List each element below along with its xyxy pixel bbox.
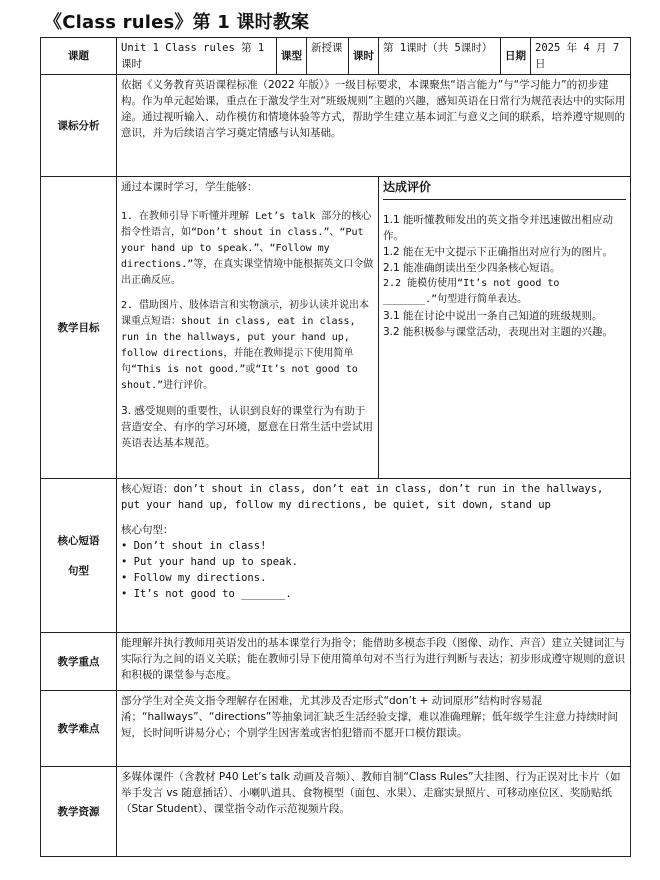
objectives-row [41, 177, 631, 479]
standards-row [41, 75, 631, 177]
key-points-text: 能理解并执行教师用英语发出的基本课堂行为指令；能借助多模态手段（图像、动作、声音）建立关键词汇与实际行为之间的语义关联；能在教师引导下使用简单句对不当行为进行判断与表达；初步形成遵守规则的意识和积极的课堂参与态度。 [117, 633, 631, 691]
type-value: 新授课 [307, 38, 349, 75]
date-label: 日期 [501, 38, 531, 75]
page-title: 《Class rules》第 1 课时教案 [44, 12, 310, 33]
type-label: 课型 [277, 38, 307, 75]
objective-item-2: 2. 借助图片、肢体语言和实物演示，初步认读并说出本课重点短语：shout in class, eat in class, run in the hallways, put your hand up, follow directions，并能在教师提示下使用简单句“This is not good.”或“It’s not good to shout.”进行评价。 [121, 300, 370, 391]
core-label-line1: 核心短语 [57, 534, 100, 547]
evaluation-item: 1.1 能听懂教师发出的英文指令并迅速做出相应动作。 [383, 214, 614, 242]
topic-value: Unit 1 Class rules 第 1课时 [117, 38, 277, 75]
objectives-intro: 通过本课时学习，学生能够： [121, 181, 258, 193]
difficulties-text: 部分学生对全英文指令理解存在困难，尤其涉及否定形式“don’t + 动词原形”结构时容易混淆；“hallways”、“directions”等抽象词汇缺乏生活经验支撑，难以准确理解；低年级学生注意力持续时间短，长时间听讲易分心；个别学生因害羞或害怕犯错而不愿开口模仿跟读。 [117, 691, 631, 767]
topic-label: 课题 [41, 38, 117, 75]
period-label: 课时 [349, 38, 379, 75]
core-sentences-title: 核心句型： [121, 524, 174, 536]
evaluation-title: 达成评价 [383, 177, 626, 200]
resources-label: 教学资源 [41, 767, 117, 857]
core-sentence: • Don’t shout in class! [121, 540, 267, 552]
core-phrases: 核心短语：don’t shout in class, don’t eat in class, don’t run in the hallways, put your hand up, follow my directions, be quiet, sit down, stand up [121, 483, 604, 511]
standards-label: 课标分析 [41, 75, 117, 177]
objective-item-1: 1. 在教师引导下听懂并理解 Let’s talk 部分的核心指令性语言，如“Don’t shout in class.”、“Put your hand up to speak.”、“Follow my directions.”等，在真实课堂情境中能根据英文口令做出正确反应。 [121, 211, 374, 286]
evaluation-list [383, 200, 626, 340]
standards-text: 依据《义务教育英语课程标准（2022 年版）》一级目标要求，本课聚焦“语言能力”与“学习能力”的初步建构。作为单元起始课，重点在于激发学生对“班级规则”主题的兴趣，感知英语在日常行为规范表达中的实际用途。通过视听输入、动作模仿和情境体验等方式，帮助学生建立基本词汇与意义之间的联系，培养遵守规则的意识，并为后续语言学习奠定情感与认知基础。 [117, 75, 631, 177]
core-label [41, 479, 117, 633]
lesson-plan-table [40, 37, 631, 857]
difficulties-row [41, 691, 631, 767]
evaluation-cell [379, 177, 631, 479]
resources-row [41, 767, 631, 857]
core-label-line2: 句型 [68, 564, 89, 577]
resources-text: 多媒体课件（含教材 P40 Let’s talk 动画及音频）、教师自制“Class Rules”大挂图、行为正误对比卡片（如举手发言 vs 随意插话）、小喇叭道具、食物模型（面包、水果）、走廊实景照片、可移动座位区、奖励贴纸（Star Student）、课堂指令动作示范视频片段。 [117, 767, 631, 857]
evaluation-item: 3.1 能在讨论中说出一条自己知道的班级规则。 [383, 310, 603, 322]
header-row [41, 38, 631, 75]
evaluation-item: 2.2 能模仿使用“It’s not good to _______.”句型进行简单表达。 [383, 278, 560, 305]
core-sentence: • Put your hand up to speak. [121, 556, 299, 568]
evaluation-item: 3.2 能积极参与课堂活动，表现出对主题的兴趣。 [383, 326, 614, 338]
core-row [41, 479, 631, 633]
core-cell [117, 479, 631, 633]
objectives-label: 教学目标 [41, 177, 117, 479]
period-value: 第 1课时（共 5课时） [379, 38, 501, 75]
evaluation-item: 2.1 能准确朗读出至少四条核心短语。 [383, 262, 561, 274]
difficulties-label: 教学难点 [41, 691, 117, 767]
date-value: 2025 年 4 月 7日 [531, 38, 631, 75]
core-sentence: • Follow my directions. [121, 572, 267, 584]
key-points-label: 教学重点 [41, 633, 117, 691]
evaluation-item: 1.2 能在无中文提示下正确指出对应行为的图片。 [383, 246, 614, 258]
core-sentence: • It’s not good to _______. [121, 588, 292, 600]
key-points-row [41, 633, 631, 691]
objective-item-3: 3. 感受规则的重要性，认识到良好的课堂行为有助于营造安全、有序的学习环境，愿意在日常生活中尝试用英语表达基本规范。 [121, 405, 373, 449]
objectives-cell [117, 177, 379, 479]
